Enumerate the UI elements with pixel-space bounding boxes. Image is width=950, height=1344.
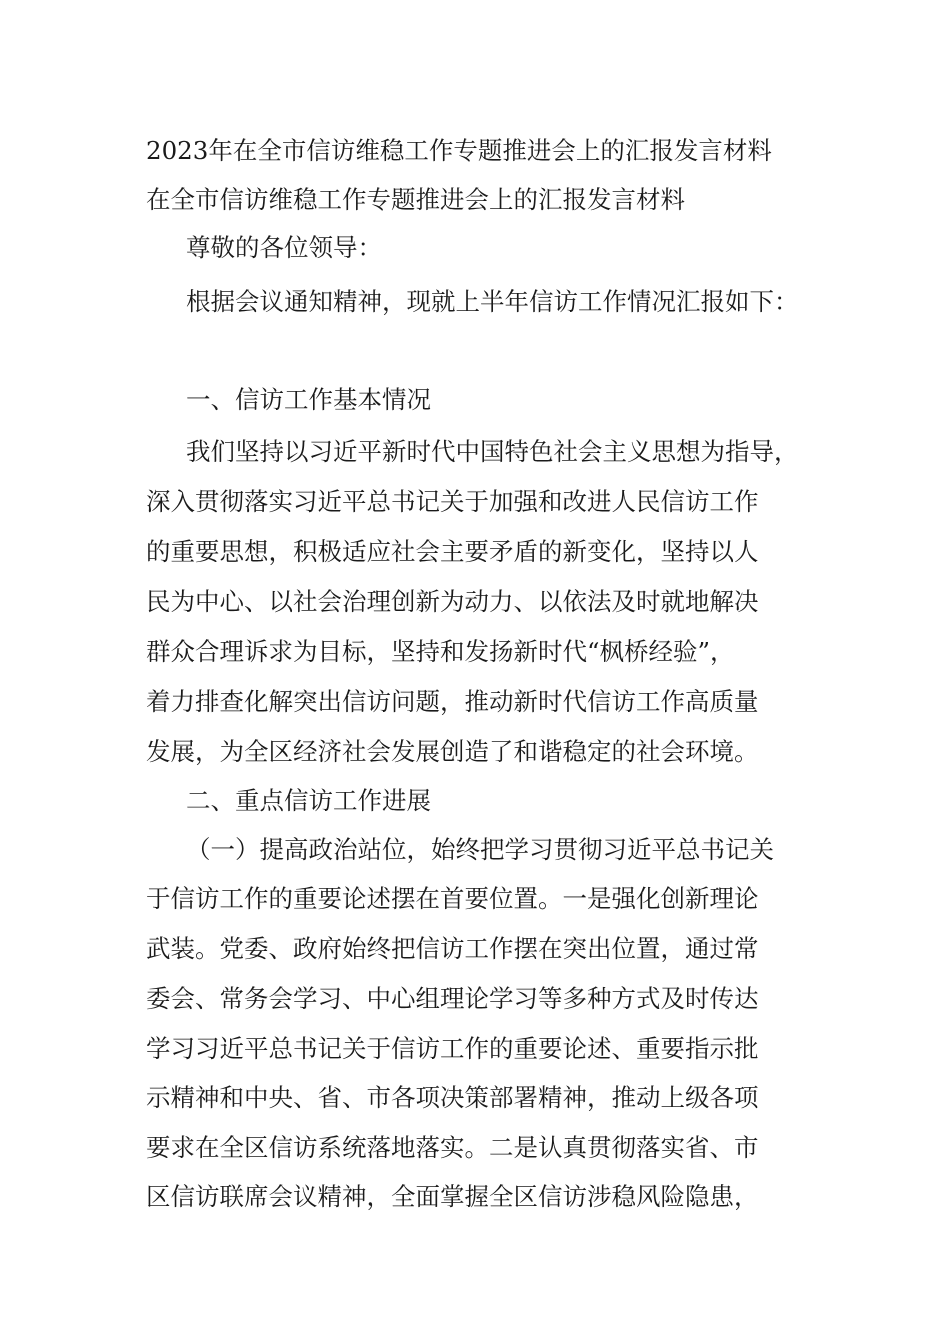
paragraph-line: 学习习近平总书记关于信访工作的重要论述、重要指示批 [146,1034,759,1063]
section-heading-key-progress: 二、重点信访工作进展 [186,786,431,815]
document-title: 2023年在全市信访维稳工作专题推进会上的汇报发言材料 [146,136,772,165]
paragraph-line: 民为中心、以社会治理创新为动力、以依法及时就地解决 [146,587,759,616]
paragraph-line: 着力排查化解突出信访问题，推动新时代信访工作高质量 [146,687,759,716]
paragraph-line: 委会、常务会学习、中心组理论学习等多种方式及时传达 [146,984,759,1013]
paragraph-line: 区信访联席会议精神，全面掌握全区信访涉稳风险隐患， [146,1182,759,1211]
paragraph-line: 我们坚持以习近平新时代中国特色社会主义思想为指导， [186,437,799,466]
paragraph-line: 群众合理诉求为目标，坚持和发扬新时代“枫桥经验”， [146,637,735,666]
paragraph-line: （一）提高政治站位，始终把学习贯彻习近平总书记关 [186,835,774,864]
paragraph-line: 于信访工作的重要论述摆在首要位置。一是强化创新理论 [146,884,759,913]
document-subtitle: 在全市信访维稳工作专题推进会上的汇报发言材料 [146,185,685,214]
paragraph-line: 的重要思想，积极适应社会主要矛盾的新变化，坚持以人 [146,537,759,566]
salutation: 尊敬的各位领导： [186,233,382,262]
paragraph-line: 要求在全区信访系统落地落实。二是认真贯彻落实省、市 [146,1133,759,1162]
paragraph-line: 发展，为全区经济社会发展创造了和谐稳定的社会环境。 [146,737,759,766]
intro-paragraph: 根据会议通知精神，现就上半年信访工作情况汇报如下： [186,287,799,316]
paragraph-line: 深入贯彻落实习近平总书记关于加强和改进人民信访工作 [146,487,759,516]
paragraph-line: 示精神和中央、省、市各项决策部署精神，推动上级各项 [146,1083,759,1112]
section-heading-basic-situation: 一、信访工作基本情况 [186,385,431,414]
paragraph-line: 武装。党委、政府始终把信访工作摆在突出位置，通过常 [146,934,759,963]
